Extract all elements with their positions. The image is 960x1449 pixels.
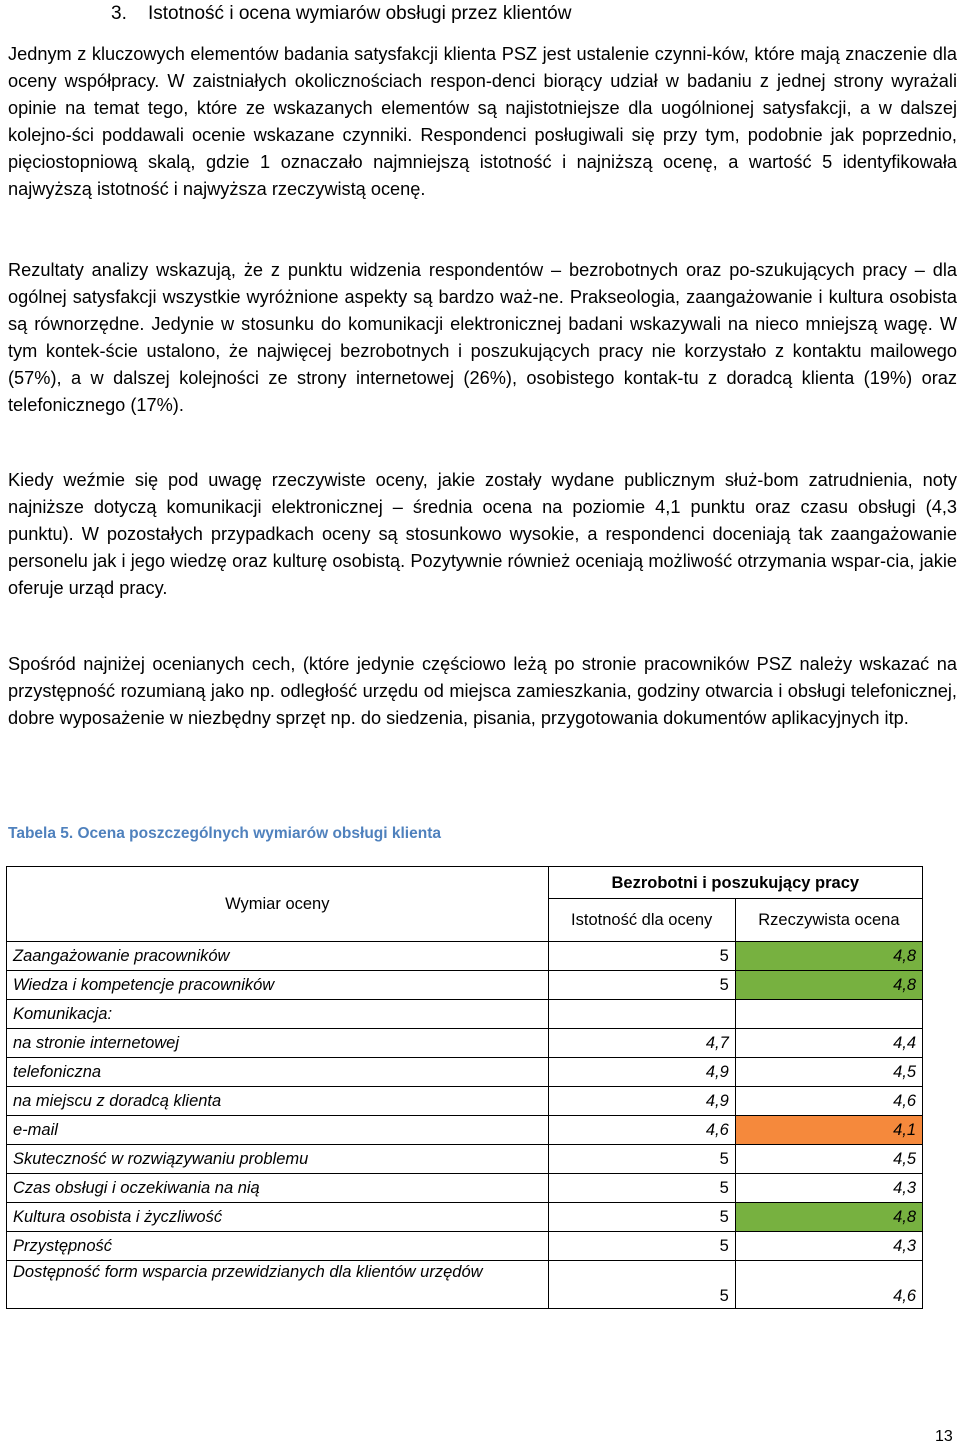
ratings-table [6, 866, 923, 1309]
row-label: Kultura osobista i życzliwość [7, 1203, 549, 1232]
actual-rating-value: 4,8 [735, 1203, 922, 1232]
actual-rating-value: 4,6 [735, 1087, 922, 1116]
actual-rating-header: Rzeczywista ocena [735, 899, 922, 942]
importance-value: 4,9 [548, 1087, 735, 1116]
row-label: Wiedza i kompetencje pracowników [7, 971, 549, 1000]
actual-rating-value: 4,3 [735, 1174, 922, 1203]
importance-value: 4,9 [548, 1058, 735, 1087]
row-label: na miejscu z doradcą klienta [7, 1087, 549, 1116]
paragraph-importance-method: Jednym z kluczowych elementów badania satysfakcji klienta PSZ jest ustalenie czynni-ków, które mają znaczenie dla oceny współpracy. W zaistniałych okolicznościach respon-denci biorący udział w badaniu z jednej strony wyrażali opinie na temat tego, które ze wskazanych elementów są najistotniejsze dla uogólnionej satysfakcji, a w dalszej kolejno-ści poddawali ocenie wskazane czynniki. Respondenci posługiwali się przy tym, podobnie jak poprzednio, pięciostopniową skalą, gdzie 1 oznaczało najmniejszą istotność i najniższą ocenę, a wartość 5 identyfikowała najwyższą istotność i najwyższa rzeczywistą ocenę. [8, 44, 957, 199]
dimension-header: Wymiar oceny [7, 867, 549, 942]
table-row [7, 1145, 923, 1174]
actual-rating-value: 4,3 [735, 1232, 922, 1261]
actual-rating-value: 4,6 [735, 1261, 922, 1309]
actual-rating-value: 4,5 [735, 1145, 922, 1174]
importance-value [548, 1000, 735, 1029]
page-number: 13 [935, 1428, 953, 1445]
table-row [7, 1058, 923, 1087]
table-row [7, 1000, 923, 1029]
row-label: Komunikacja: [7, 1000, 549, 1029]
table-row [7, 1232, 923, 1261]
section-title: Istotność i ocena wymiarów obsługi przez klientów [148, 3, 572, 24]
actual-rating-value: 4,8 [735, 942, 922, 971]
row-label: Dostępność form wsparcia przewidzianych dla klientów urzędów [7, 1261, 549, 1309]
paragraph-lowest-rated: Spośród najniżej ocenianych cech, (które jedynie częściowo leżą po stronie pracowników PSZ należy wskazać na przystępność rozumianą jako np. odległość urzędu od miejsca zamieszkania, godziny otwarcia i obsługi telefonicznej, dobre wyposażenie w niezbędny sprzęt np. do siedzenia, pisania, przygotowania dokumentów aplikacyjnych itp. [8, 654, 957, 728]
table-row [7, 1261, 923, 1309]
table-row [7, 1203, 923, 1232]
importance-value: 4,7 [548, 1029, 735, 1058]
importance-header: Istotność dla oceny [548, 899, 735, 942]
actual-rating-value [735, 1000, 922, 1029]
table-row [7, 971, 923, 1000]
importance-value: 5 [548, 1174, 735, 1203]
importance-value: 5 [548, 971, 735, 1000]
importance-value: 5 [548, 1145, 735, 1174]
actual-rating-value: 4,1 [735, 1116, 922, 1145]
importance-value: 5 [548, 1203, 735, 1232]
table-row [7, 1029, 923, 1058]
table-body [7, 942, 923, 1309]
section-number: 3. [111, 3, 127, 24]
section-heading [111, 2, 571, 26]
paragraph-analysis-results: Rezultaty analizy wskazują, że z punktu widzenia respondentów – bezrobotnych oraz po-szukujących pracy – dla ogólnej satysfakcji wszystkie wyróżnione aspekty są bardzo waż-ne. Prakseologia, zaangażowanie i kultura osobista są równorzędne. Jedynie w stosunku do komunikacji elektronicznej badani wskazywali na nieco mniejszą wagę. W tym kontek-ście ustalono, że najwięcej bezrobotnych i poszukujących pracy nie korzystało z kontaktu mailowego (57%), a w dalszej kolejności ze strony internetowej (26%), osobistego kontak-tu z doradcą klienta (19%) oraz telefonicznego (17%). [8, 260, 957, 415]
table-row [7, 942, 923, 971]
row-label: Przystępność [7, 1232, 549, 1261]
actual-rating-value: 4,4 [735, 1029, 922, 1058]
actual-rating-value: 4,5 [735, 1058, 922, 1087]
row-label: Zaangażowanie pracowników [7, 942, 549, 971]
importance-value: 5 [548, 1232, 735, 1261]
paragraph-actual-ratings: Kiedy weźmie się pod uwagę rzeczywiste oceny, jakie zostały wydane publicznym służ-bom zatrudnienia, noty najniższe dotyczą komunikacji elektronicznej – średnia ocena na poziomie 4,1 punktu oraz czasu obsługi (4,3 punktu). W pozostałych przypadkach oceny są stosunkowo wysokie, a respondenci doceniają tak zaangażowanie personelu jak i jego wiedzę oraz kulturę osobistą. Pozytywnie również oceniają możliwość otrzymania wspar-cia, jakie oferuje urząd pracy. [8, 470, 957, 598]
row-label: e-mail [7, 1116, 549, 1145]
row-label: telefoniczna [7, 1058, 549, 1087]
group-header: Bezrobotni i poszukujący pracy [548, 867, 922, 899]
table-row [7, 1087, 923, 1116]
row-label: na stronie internetowej [7, 1029, 549, 1058]
importance-value: 5 [548, 1261, 735, 1309]
importance-value: 5 [548, 942, 735, 971]
table-row [7, 1116, 923, 1145]
row-label: Czas obsługi i oczekiwania na nią [7, 1174, 549, 1203]
row-label: Skuteczność w rozwiązywaniu problemu [7, 1145, 549, 1174]
importance-value: 4,6 [548, 1116, 735, 1145]
table-caption: Tabela 5. Ocena poszczególnych wymiarów obsługi klienta [8, 825, 441, 842]
table-row [7, 1174, 923, 1203]
actual-rating-value: 4,8 [735, 971, 922, 1000]
